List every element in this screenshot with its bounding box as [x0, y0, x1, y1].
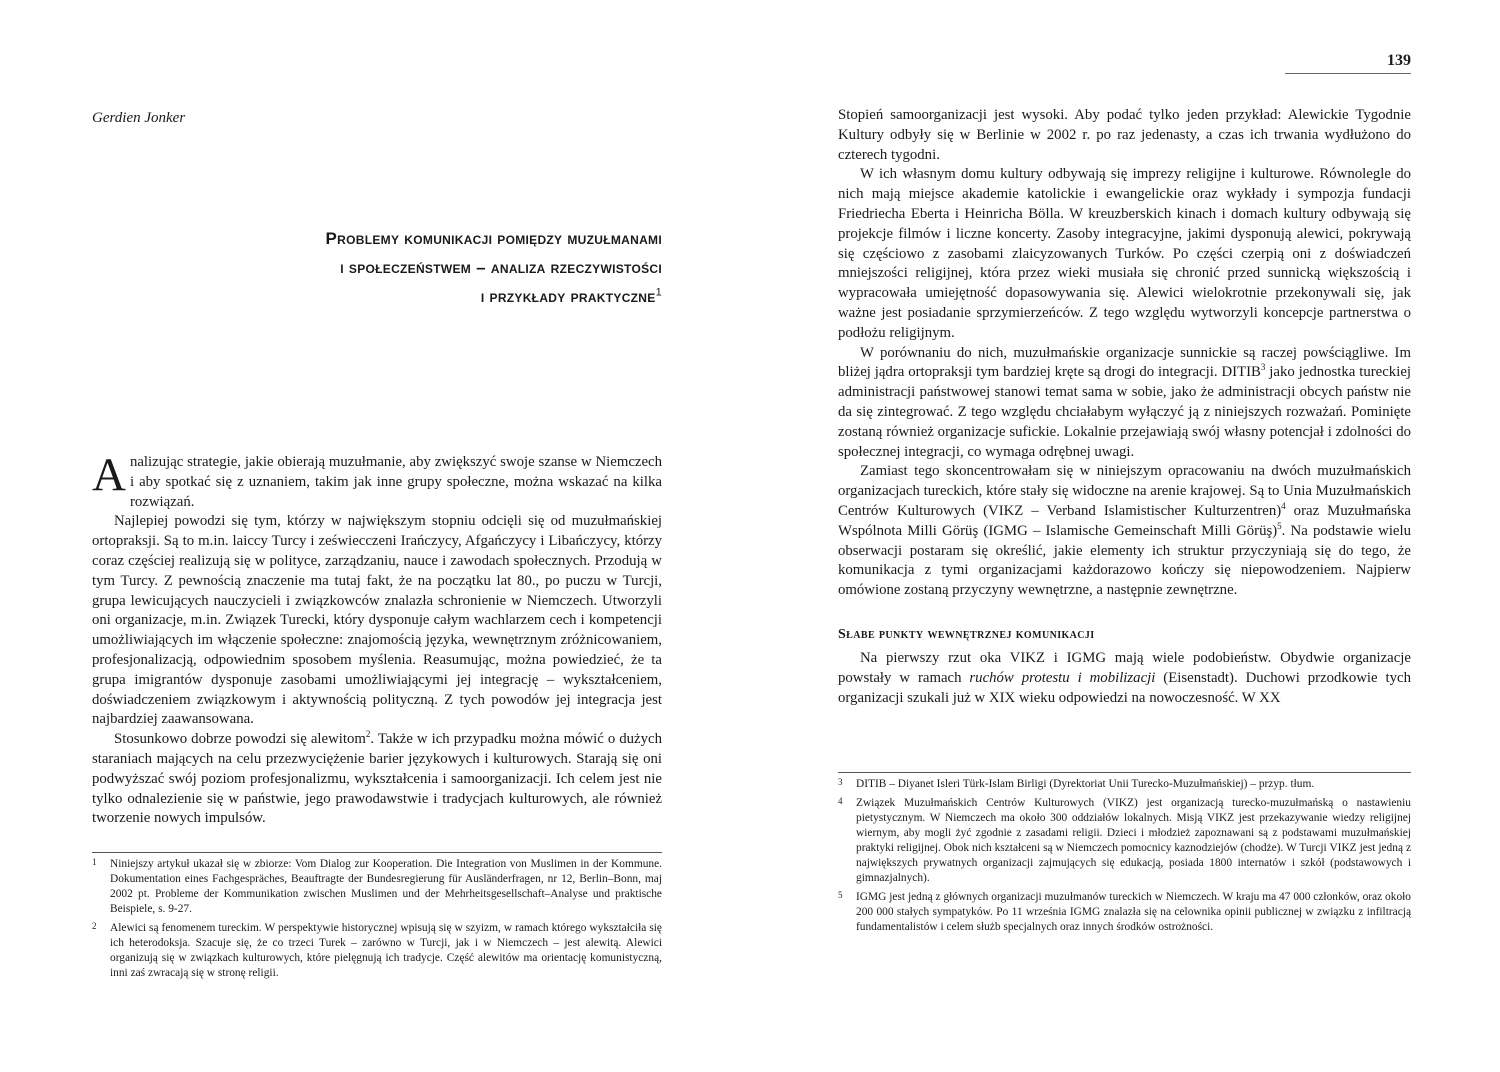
- title-line-3: [92, 282, 662, 311]
- running-head-author: Gerdien Jonker: [92, 110, 186, 126]
- right-page: [838, 0, 1411, 1072]
- drop-cap: A: [92, 449, 126, 501]
- paragraph-3-text-b: . Także w ich przypadku można mówić o dużych staraniach mających na celu przezwyciężenie barier językowych i kulturowych. Starają się oni podwyższać swój poziom profesjonalizmu, wykształcenia i samoorganizacji. Ich celem jest nie tylko odnalezienie się w państwie, jego prawodawstwie i tradycjach kulturowych, ale również tworzenie nowych impulsów.: [92, 731, 662, 827]
- footnote-number: 4: [838, 796, 843, 806]
- paragraph-r4-text-c: . Na podstawie wielu obserwacji postaram się określić, jakie elementy ich struktur przyczyniają się do tego, że komunikacja z tymi organizacjami każdorazowo kończy się niepowodzeniem. Najpierw omówione zostaną przyczyny wewnętrzne, a następnie zewnętrzne.: [838, 522, 1412, 599]
- paragraph-3: [92, 730, 662, 829]
- paragraph-1: [92, 449, 662, 512]
- paragraph-r1: Stopień samoorganizacji jest wysoki. Aby podać tylko jeden przykład: Alewickie Tygodnie Kultury odbyły się w Berlinie w 2002 r. po raz jedenasty, a czas ich trwania wydłużono do czterech tygodni.: [838, 107, 1411, 163]
- footnote-text: Alewici są fenomenem tureckim. W perspektywie historycznej wpisują się w szyizm, w ramach którego wykształciła się ich heterodoksja. Szacuje się, że co trzeci Turek – zarówno w Turcji, jak i w Niemczech – jest alewitą. Alewici organizują się w związkach kulturowych, które pielęgnują ich tradycje. Część alewitów ma orientację komunistyczną, inni zaś zwracają się w stronę religii.: [110, 922, 662, 979]
- paragraph-r4: [838, 462, 1411, 601]
- paragraph-r3-text-b: jako jednostka tureckiej administracji państwowej stanowi temat sama w sobie, jako że administracji obcych państw nie da się zintegrować. Z tego względu chciałabym wyłączyć ją z niniejszych rozważań. Pominięte zostaną również organizacje sufickie. Lokalnie przejawiają swój własny potencjał i zdolności do społecznej integracji, co wymaga odrębnej uwagi.: [838, 364, 1411, 460]
- paragraph-r5: [838, 649, 1411, 708]
- paragraph-r3: [838, 344, 1411, 463]
- paragraph-r5-text-a: Na pierwszy rzut oka VIKZ i IGMG mają wiele podobieństw. Obydwie organizacje powstały w ramach: [838, 649, 1411, 686]
- paragraph-2: Najlepiej powodzi się tym, którzy w największym stopniu odcięli się od muzułmańskiej ortopraksji. Są to m.in. laiccy Turcy i zeświecczeni Irańczycy, Afgańczycy i Libańczycy, którzy coraz częściej realizują się w polityce, zarządzaniu, nauce i zawodach społecznych. Przodują w tym Turcy. Z pewnością znaczenie ma tutaj fakt, że na początku lat 80., po puczu w Turcji, grupa lewicujących nauczycieli i związkowców znalazła schronienie w Niemczech. Utworzyli oni organizacje, m.in. Związek Turecki, który dysponuje całym wachlarzem cech i kompetencji umożliwiających im włączenie społeczne: znajomością języka, wewnętrznym zróżnicowaniem, profesjonalizacją, odpowiednim sposobem myślenia. Reasumując, można powiedzieć, że ta grupa imigrantów dysponuje zasobami umożliwiającymi jej integrację – wykształceniem, doświadczeniem związkowym i aktywnością polityczną. Z tych powodów jej integracja jest najbardziej zaawansowana.: [92, 513, 662, 728]
- footnote-1: [92, 857, 662, 917]
- article-title: [92, 224, 662, 311]
- footnote-number: 5: [838, 890, 843, 900]
- footnote-text: Związek Muzułmańskich Centrów Kulturowych (VIKZ) jest organizacją turecko-muzułmańską o nastawieniu pietystycznym. W Niemczech ma około 300 oddziałów lokalnych. Misją VIKZ jest przekazywanie wiedzy religijnej wiernym, aby mogli żyć zgodnie z zasadami religii. Dzieci i młodzież zapoznawani są z podstawami muzułmańskiej praktyki religijnej. Obok nich kształceni są w Niemczech pomocnicy kaznodziejów (chodże). W Turcji VIKZ jest jedną z największych prywatnych organizacji zajmujących się edukacją, posiada 1800 internatów i szkół (podstawowych i gimnazjalnych).: [856, 797, 1411, 884]
- paragraph-3-text-a: Stosunkowo dobrze powodzi się alewitom: [114, 731, 366, 748]
- left-body-text: [92, 449, 662, 829]
- paragraph-r5-text-b: (Eisenstadt). Duchowi przodkowie tych organizacji szukali już w XIX wieku odpowiedzi na nowoczesność. W XX: [838, 669, 1411, 706]
- title-line-1: Problemy komunikacji pomiędzy muzułmanami: [325, 229, 662, 248]
- section-heading: Słabe punkty wewnętrznej komunikacji: [838, 626, 1095, 642]
- paragraph-r3-text-a: W porównaniu do nich, muzułmańskie organizacje sunnickie są raczej powściągliwe. Im bliżej jądra ortopraksji tym bardziej kręte są drogi do integracji. DITIB: [838, 344, 1411, 381]
- title-footnote-ref[interactable]: 1: [655, 286, 662, 299]
- footnote-3: [838, 777, 1411, 792]
- paragraph-r5-italic: ruchów protestu i mobilizacji: [969, 669, 1156, 686]
- footnote-4: [838, 796, 1411, 886]
- footnote-text: DITIB – Diyanet Isleri Türk-Islam Birligi (Dyrektoriat Unii Turecko-Muzułmańskiej) – przyp. tłum.: [856, 778, 1315, 790]
- paragraph-r4-text-b: oraz Muzułmańska Wspólnota Milli Görüş (IGMG – Islamische Gemeinschaft Milli Görüş): [838, 502, 1411, 539]
- paragraph-r4-text-a: Zamiast tego skoncentrowałam się w niniejszym opracowaniu na dwóch muzułmańskich organizacjach tureckich, które stały się widoczne na arenie krajowej. Są to Unia Muzułmańskich Centrów Kulturowych (VIKZ – Verband Islamistischer Kulturzentren): [838, 463, 1411, 519]
- page-number: 139: [1285, 52, 1411, 74]
- footnote-2: [92, 921, 662, 981]
- footnote-ref-4[interactable]: 4: [1281, 501, 1286, 512]
- right-footnotes: [838, 772, 1411, 935]
- title-line-3-text: i przykłady praktyczne: [480, 287, 656, 306]
- footnote-number: 3: [838, 777, 843, 787]
- paragraph-1-text: nalizując strategie, jakie obierają muzułmanie, aby zwiększyć swoje szanse w Niemczech i aby spotkać się z uznaniem, takim jak inne grupy społeczne, można wskazać na kilka rozwiązań.: [129, 454, 662, 510]
- title-line-2: i społeczeństwem – analiza rzeczywistości: [340, 258, 662, 277]
- footnote-text: Niniejszy artykuł ukazał się w zbiorze: Vom Dialog zur Kooperation. Die Integration von Muslimen in der Kommune. Dokumentation eines Fachgespräches, Beauftragte der Bundesregierung für Ausländerfragen, nr 12, Berlin–Bonn, maj 2002 pt. Probleme der Kommunikation zwischen Muslimen und der Mehrheitsgesellschaft–Analyse und praktische Beispiele, s. 9-27.: [110, 858, 662, 915]
- footnote-number: 2: [92, 921, 97, 931]
- left-page: [92, 0, 662, 1072]
- footnote-ref-2[interactable]: 2: [365, 729, 371, 740]
- footnote-number: 1: [92, 857, 97, 867]
- footnote-ref-5[interactable]: 5: [1277, 520, 1282, 531]
- paragraph-r2: W ich własnym domu kultury odbywają się imprezy religijne i kulturowe. Równolegle do nich mają miejsce akademie katolickie i ewangelickie oraz wykłady i sympozja fundacji Friedriecha Eberta i Heinricha Bölla. W kreuzberskich kinach i domach kultury odbywają się projekcje filmów i liczne koncerty. Zasoby integracyjne, jakimi dysponują alewici, pokrywają się częściowo z zasobami zlaicyzowanych Turków. Po części czerpią oni z doświadczeń mniejszości religijnej, która przez wieki musiała się chronić przed sunnicką większością i wypracowała umiejętność dopasowywania się. Alewici wielokrotnie przekonywali się, jak ważne jest posiadanie sprzymierzeńców. Z tego względu wytworzyli koncepcje partnerstwa o podłożu religijnym.: [838, 166, 1411, 341]
- right-body-text: [838, 106, 1411, 708]
- footnote-5: [838, 890, 1411, 935]
- left-footnotes: [92, 852, 662, 981]
- footnote-text: IGMG jest jedną z głównych organizacji muzułmanów tureckich w Niemczech. W kraju ma 47 000 członków, oraz około 200 000 stałych sympatyków. Po 11 września IGMG znalazła się na celownika opinii publicznej w związku z infiltracją fundamentalistów i celem służb specjalnych oraz innych środków ostrożności.: [856, 891, 1411, 933]
- footnote-ref-3[interactable]: 3: [1260, 362, 1266, 373]
